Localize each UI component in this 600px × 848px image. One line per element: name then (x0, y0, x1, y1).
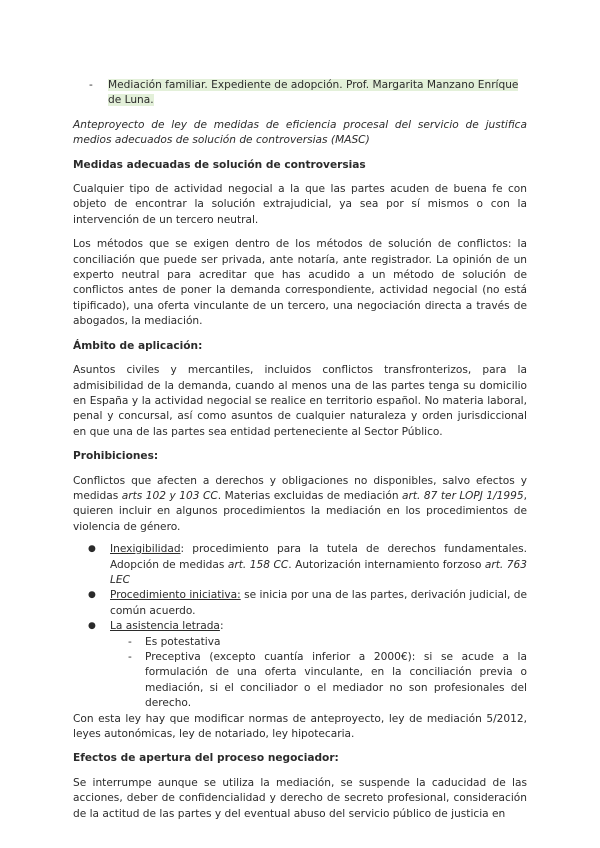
item-line-1: Mediación familiar. Expediente de adopción. Prof. Margarita Manzano Enríque (108, 79, 519, 91)
medidas-paragraph-1: Cualquier tipo de actividad negocial a la que las partes acuden de buena fe con objeto de encontrar la solución extrajudicial, ya sea por sí mismos o con la intervención de un tercero neutral. (73, 183, 527, 226)
dash-list-item (89, 78, 527, 109)
bullet-list (73, 542, 527, 711)
highlighted-item-text (108, 78, 518, 109)
sub-item-text: Preceptiva (excepto cuantía inferior a 2000€): si se acude a la formulación de una oferta vinculante, en la conciliación previa o mediación, si el conciliador o el mediador no son profesionales del derecho. (145, 651, 527, 710)
text-run: . Materias excluidas de mediación (217, 489, 403, 502)
citation: art. 87 ter LOPJ 1/1995 (402, 489, 524, 502)
ambito-paragraph: Asuntos civiles y mercantiles, incluidos conflictos transfronterizos, para la admisibilidad de la demanda, cuando al menos una de las partes tenga su domicilio en España y la actividad negocial se realice en territorio español. No materia laboral, penal y concursal, así como asuntos de cualquier naturaleza y orden jurisdiccional en que una de las partes sea entidad perteneciente al Sector Público. (73, 364, 527, 438)
prohibiciones-paragraph (73, 474, 527, 536)
dash-marker: - (128, 635, 132, 648)
efectos-paragraph: Se interrumpe aunque se utiliza la mediación, se suspende la caducidad de las acciones, deber de confidencialidad y derecho de secreto profesional, consideración de la actitud de las partes y del eventual abuso del servicio público de justicia en (73, 776, 527, 820)
medidas-paragraph-2: Los métodos que se exigen dentro de los métodos de solución de conflictos: la conciliación que puede ser privada, ante notaría, ante registrador. La opinión de un experto neutral para acreditar que has acudido a un método de solución de conflictos antes de poner la demanda correspondiente, actividad negocial (no está tipificado), una oferta vinculante de un tercero, una negociación directa a través de abogados, la mediación. (73, 238, 527, 328)
underlined-term: Inexigibilidad (110, 543, 181, 556)
citation: art. 158 CC (227, 558, 289, 571)
sub-list (110, 635, 527, 712)
citation: art. 763 LEC (110, 558, 527, 586)
list-item-text (110, 588, 527, 619)
ley-paragraph: Con esta ley hay que modificar normas de anteproyecto, ley de mediación 5/2012, leyes autonómicas, ley de notariado, ley hipotecaria. (73, 712, 527, 741)
sub-list-item (128, 635, 527, 650)
medidas-heading: Medidas adecuadas de solución de controversias (73, 158, 366, 171)
list-item-procedimiento (73, 588, 527, 619)
intro-paragraph: Anteproyecto de ley de medidas de eficiencia procesal del servicio de justifica medios adecuados de solución de controversias (MASC) (73, 118, 527, 147)
underlined-term: La asistencia letrada (110, 620, 220, 633)
citation: arts 102 y 103 CC (121, 489, 218, 502)
text-run: . Autorización internamiento forzoso (288, 558, 485, 571)
list-item-text (110, 542, 527, 588)
efectos-heading: Efectos de apertura del proceso negociador: (73, 752, 339, 765)
item-line-2: de Luna. (108, 94, 154, 107)
ambito-heading: Ámbito de aplicación: (73, 339, 203, 352)
bullet-icon: ● (88, 590, 96, 601)
bullet-icon: ● (88, 544, 96, 555)
text-run: Conflictos que afecten a derechos y obligaciones no disponibles, salvo efectos y medidas (73, 474, 527, 502)
dash-marker: - (89, 79, 93, 91)
text-run: : (219, 620, 224, 633)
prohibiciones-heading: Prohibiciones: (73, 450, 159, 463)
sub-list-item (128, 650, 527, 712)
document-body (73, 78, 527, 831)
dash-marker: - (128, 651, 132, 663)
underlined-term: Procedimiento iniciativa: (110, 589, 241, 602)
list-item-asistencia (73, 619, 527, 711)
bullet-icon: ● (88, 621, 96, 632)
text-run: , quieren incluir en algunos procedimientos la mediación en los procedimientos de violencia de género. (73, 489, 527, 533)
text-run: : procedimiento para la tutela de derechos fundamentales. Adopción de medidas (110, 543, 527, 571)
list-item-text (110, 619, 527, 711)
text-run: se inicia por una de las partes, derivación judicial, de común acuerdo. (110, 589, 527, 617)
sub-item-text: Es potestativa (145, 635, 221, 648)
list-item-inexigibilidad (73, 542, 527, 588)
